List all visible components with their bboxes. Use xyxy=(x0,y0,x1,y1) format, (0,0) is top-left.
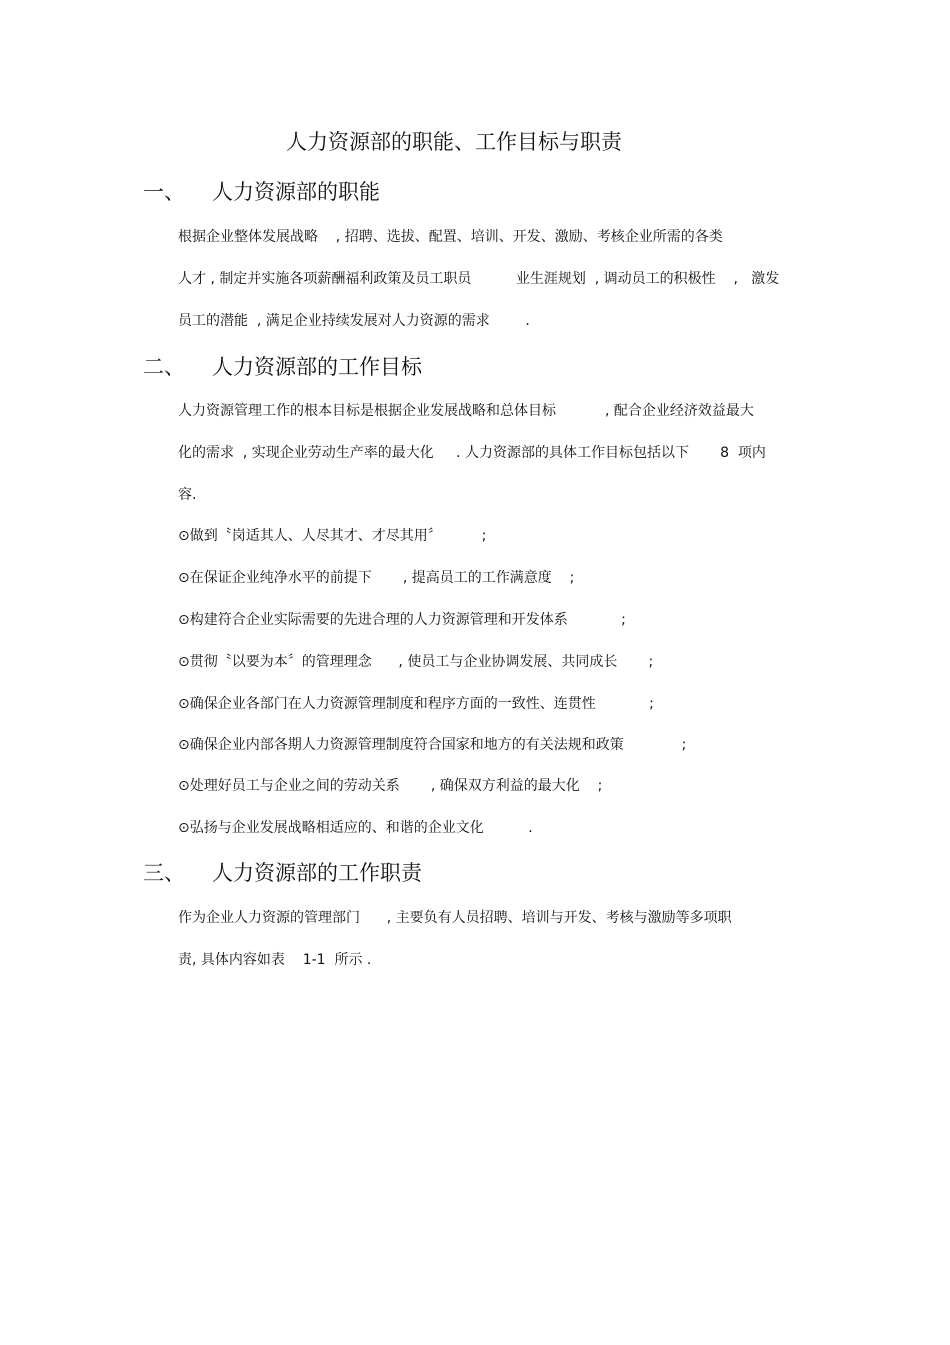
paragraph-line: 人才 , 制定并实施各项薪酬福利政策及员工职员 业生涯规划 , 调动员工的积极性 , 激发 xyxy=(178,271,780,287)
goal-list-item: ⊙贯彻〝以要为本〞的管理理念 , 使员工与企业协调发展、共同成长 ; xyxy=(178,654,654,670)
goal-list-item: ⊙确保企业内部各期人力资源管理制度符合国家和地方的有关法规和政策 ; xyxy=(178,737,687,753)
paragraph-line: 责, 具体内容如表 1-1 所示 . xyxy=(178,952,372,968)
goal-list-item: ⊙构建符合企业实际需要的先进合理的人力资源管理和开发体系 ; xyxy=(178,612,626,628)
document-title: 人力资源部的职能、工作目标与职责 xyxy=(286,130,622,154)
section-number: 二、 xyxy=(143,355,185,379)
paragraph-line: 人力资源管理工作的根本目标是根据企业发展战略和总体目标 , 配合企业经济效益最大 xyxy=(178,403,754,419)
section-number: 三、 xyxy=(143,861,185,885)
goal-list-item: ⊙弘扬与企业发展战略相适应的、和谐的企业文化 . xyxy=(178,820,533,836)
paragraph-line: 容. xyxy=(178,487,197,503)
section-heading-text: 人力资源部的工作目标 xyxy=(212,355,422,379)
section-heading-text: 人力资源部的工作职责 xyxy=(212,861,422,885)
goal-list-item: ⊙做到〝岗适其人、人尽其才、才尽其用〞 ; xyxy=(178,528,487,544)
paragraph-line: 员工的潜能 , 满足企业持续发展对人力资源的需求 . xyxy=(178,313,530,329)
section-heading-functions xyxy=(143,177,380,207)
paragraph-line: 作为企业人力资源的管理部门 , 主要负有人员招聘、培训与开发、考核与激励等多项职 xyxy=(178,910,732,926)
section-number: 一、 xyxy=(143,180,185,204)
goal-list-item: ⊙在保证企业纯净水平的前提下 , 提高员工的工作满意度 ; xyxy=(178,570,575,586)
goal-list-item: ⊙处理好员工与企业之间的劳动关系 , 确保双方利益的最大化 ; xyxy=(178,778,603,794)
goal-list-item: ⊙确保企业各部门在人力资源管理制度和程序方面的一致性、连贯性 ; xyxy=(178,696,654,712)
paragraph-line: 化的需求 , 实现企业劳动生产率的最大化 . 人力资源部的具体工作目标包括以下 8 项内 xyxy=(178,445,766,461)
section-heading-goals xyxy=(143,352,422,382)
section-heading-text: 人力资源部的职能 xyxy=(212,180,380,204)
section-heading-duties xyxy=(143,858,422,888)
paragraph-line: 根据企业整体发展战略 , 招聘、选拔、配置、培训、开发、激励、考核企业所需的各类 xyxy=(178,229,723,245)
